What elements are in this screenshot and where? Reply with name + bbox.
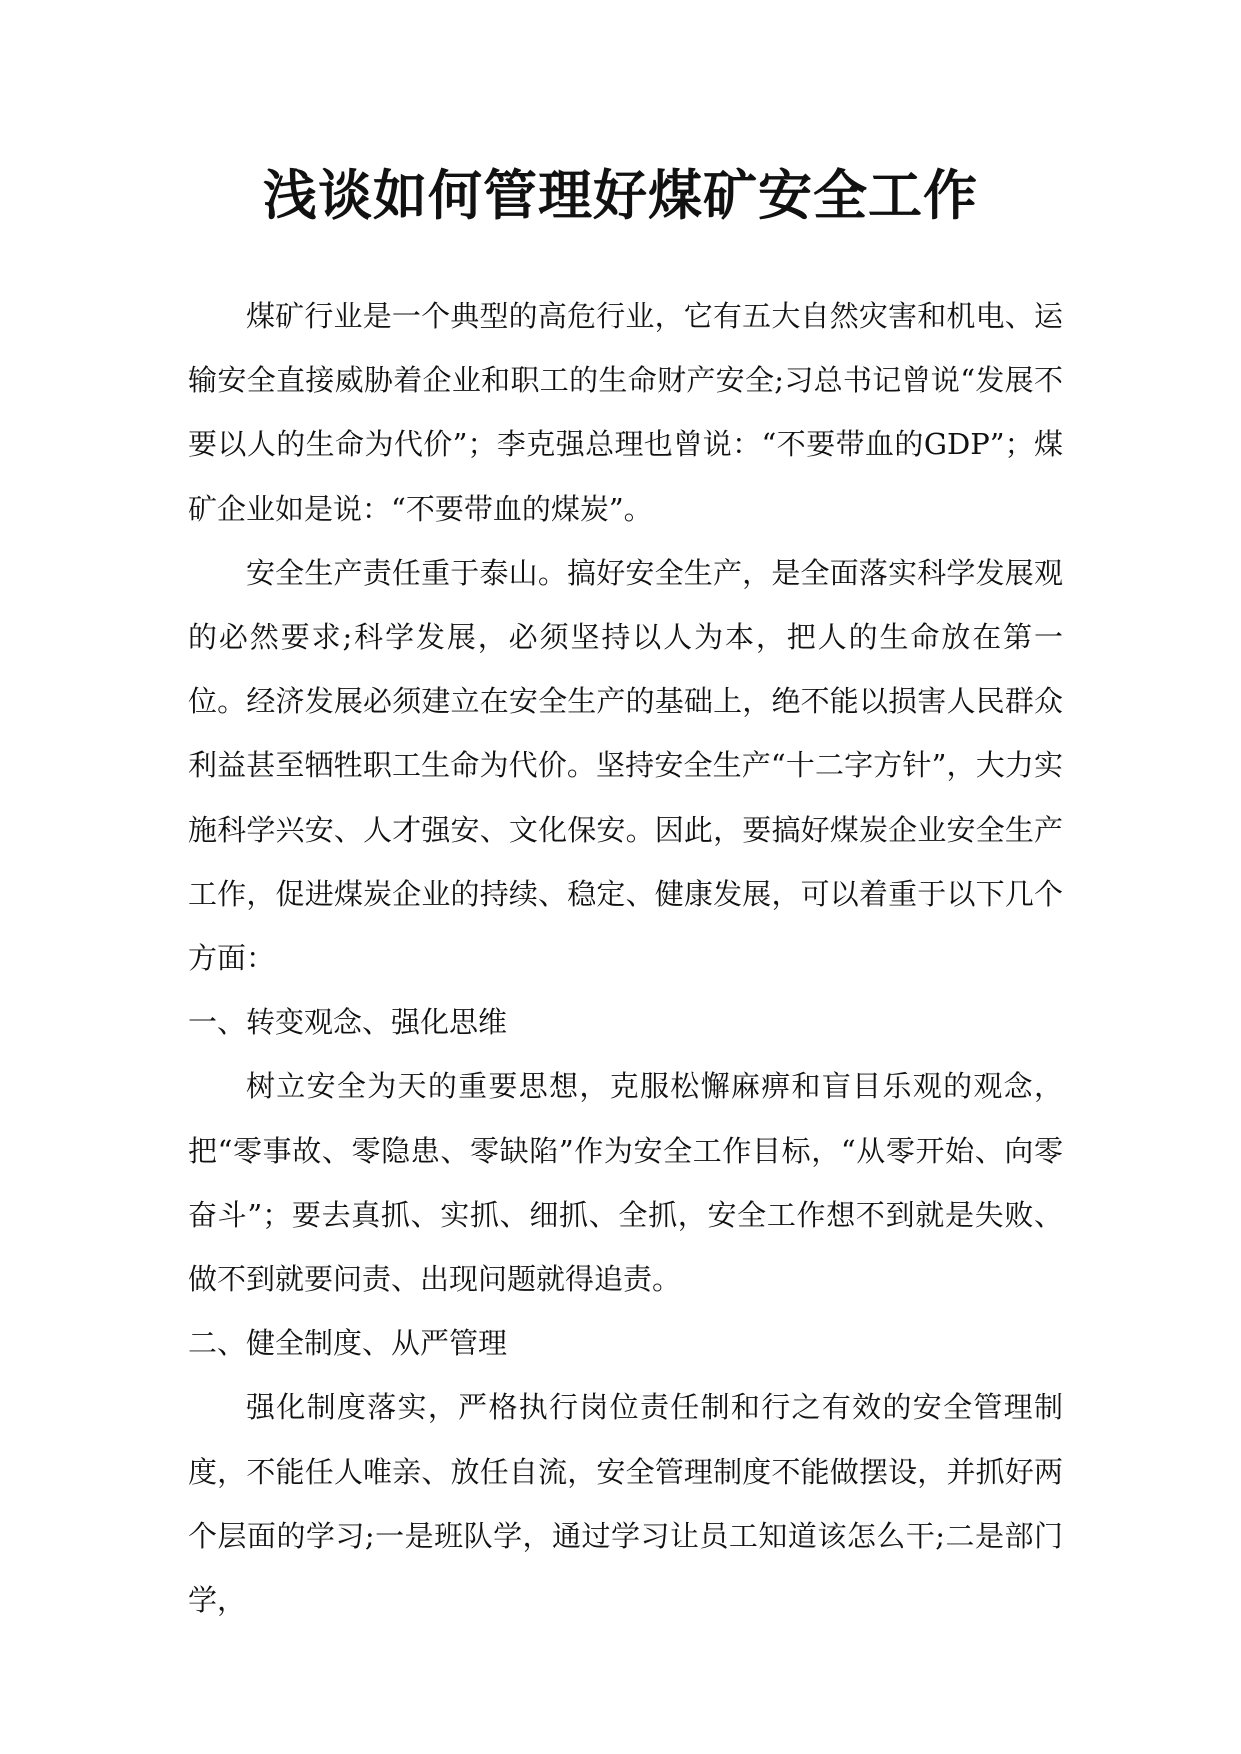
paragraph-section-1: 树立安全为天的重要思想，克服松懈麻痹和盲目乐观的观念，把“零事故、零隐患、零缺陷”作为安全工作目标，“从零开始、向零奋斗”；要去真抓、实抓、细抓、全抓，安全工作想不到就是失败、做不到就要问责、出现问题就得追责。	[188, 1069, 1063, 1297]
document-title: 浅谈如何管理好煤矿安全工作	[263, 164, 978, 227]
section-heading-1: 一、转变观念、强化思维	[188, 1005, 508, 1040]
paragraph-responsibility: 安全生产责任重于泰山。搞好安全生产，是全面落实科学发展观的必然要求;科学发展，必须坚持以人为本，把人的生命放在第一位。经济发展必须建立在安全生产的基础上，绝不能以损害人民群众利益甚至牺牲职工生命为代价。坚持安全生产“十二字方针”，大力实施科学兴安、人才强安、文化保安。因此，要搞好煤炭企业安全生产工作，促进煤炭企业的持续、稳定、健康发展，可以着重于以下几个方面：	[188, 555, 1063, 976]
paragraph-section-2: 强化制度落实，严格执行岗位责任制和行之有效的安全管理制度，不能任人唯亲、放任自流，安全管理制度不能做摆设，并抓好两个层面的学习;一是班队学，通过学习让员工知道该怎么干;二是部门学，	[188, 1390, 1063, 1618]
section-heading-2: 二、健全制度、从严管理	[188, 1326, 508, 1361]
paragraph-intro: 煤矿行业是一个典型的高危行业，它有五大自然灾害和机电、运输安全直接威胁着企业和职工的生命财产安全;习总书记曾说“发展不要以人的生命为代价”；李克强总理也曾说：“不要带血的GDP”；煤矿企业如是说：“不要带血的煤炭”。	[188, 299, 1063, 526]
document-body	[188, 284, 1063, 1632]
